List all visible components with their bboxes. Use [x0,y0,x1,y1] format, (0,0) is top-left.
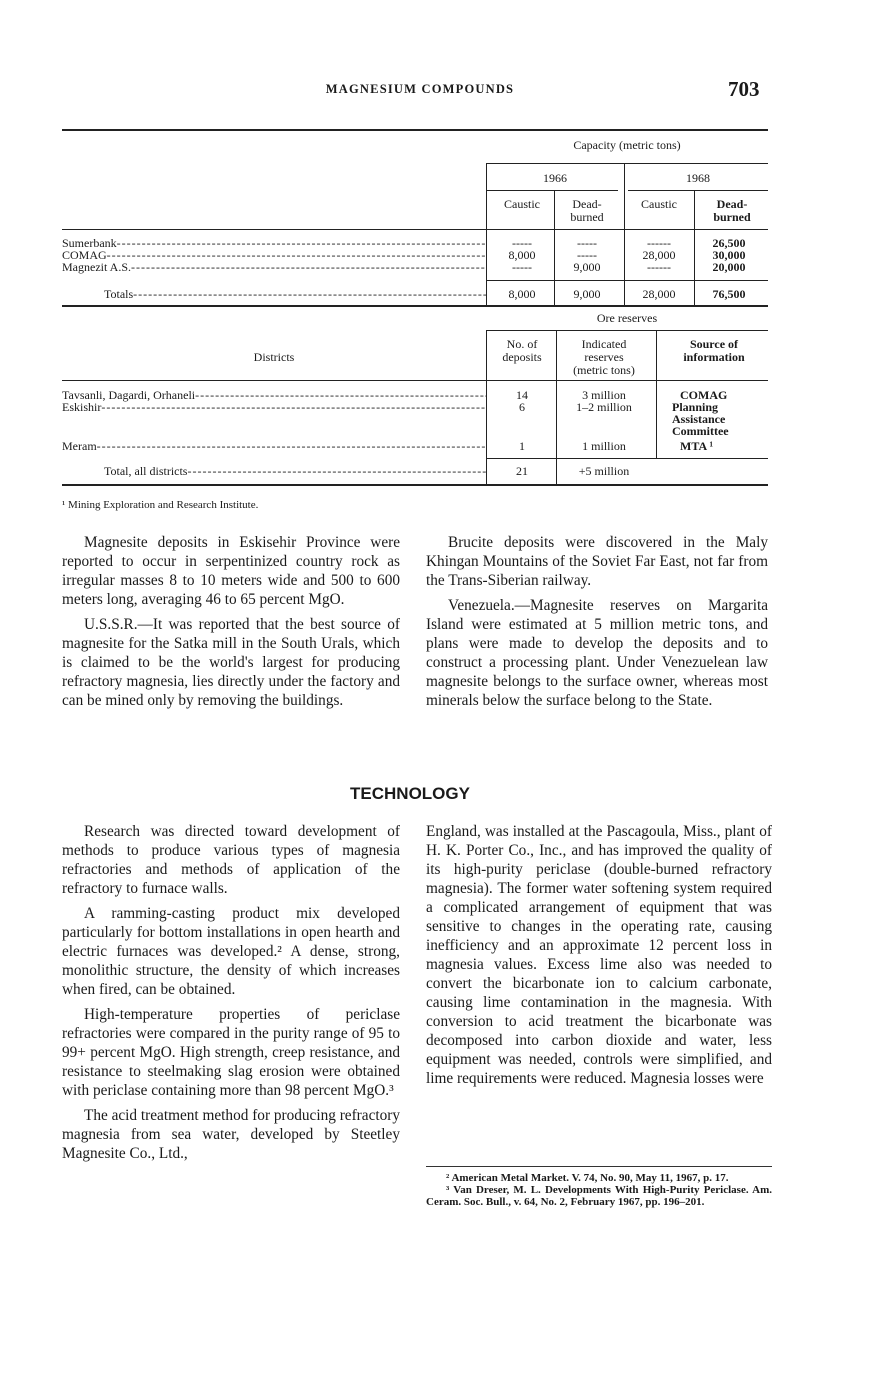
paragraph: England, was installed at the Pascagoula, Miss., plant of H. K. Porter Co., Inc., and has improved the quality of its high-purity periclase (double-burned refractory magnesia). The former water softening system required a complicated arrangement of equipment that was sensitive to changes in the operating rate, causing inefficiency and an approximate 12 percent loss in magnesia values. Excess lime also was needed to convert the bicarbonate ion to calcium carbonate, causing lime contamination in the magnesia. With conversion to acid treatment the bicarbonate was decomposed into carbon dioxide and water, less equipment was needed, controls were simplified, and lime requirements were reduced. Magnesia losses were [426,823,772,1087]
footnote: ² American Metal Market. V. 74, No. 90, May 11, 1967, p. 17. [446,1172,729,1184]
col-caustic-1966: Caustic [504,197,540,211]
cell: 28,000 [642,248,676,262]
cell: ----- [577,236,597,250]
capacity-group-header: Capacity (metric tons) [573,138,681,152]
cell: ------ [647,260,671,274]
col-source: Source of information [683,337,745,364]
cell: 3 million [582,388,626,402]
rule [62,305,768,307]
row-label: Totals - - - [104,288,486,301]
rule [62,229,768,230]
cell: 8,000 [508,287,536,301]
col-deposits: No. of deposits [502,337,542,364]
cell: 6 [519,400,525,414]
cell: 9,000 [573,260,601,274]
paragraph: Research was directed toward development of methods to produce various types of magnesia refractories and methods of application of the refractory to furnace walls. [62,823,400,897]
paragraph: Magnesite deposits in Eskisehir Province were reported to occur in serpentinized country rock as irregular masses 8 to 10 meters wide and 500 to 600 meters long, averaging 46 to 65 percent MgO. [62,534,400,608]
table-top-rule [62,129,768,131]
vline [624,163,625,306]
cell: ----- [577,248,597,262]
rule [486,330,768,331]
vline [554,190,555,306]
cell: 21 [516,464,528,478]
cell: 76,500 [712,287,746,301]
rule [486,190,618,191]
paragraph: Venezuela.—Magnesite reserves on Margarita Island were estimated at 5 million metric tons, and plans were made to develop the deposits and to construct a processing plant. Under Venezuelean law magnesite belongs to the surface owner, whereas most minerals below the surface belong to the State. [426,597,768,709]
paragraph: The acid treatment method for producing refractory magnesia from sea water, developed by Steetley Magnesite Co., Ltd., [62,1107,400,1162]
reserves-group-header: Ore reserves [596,311,658,325]
cell: 26,500 [712,236,746,250]
cell: 28,000 [642,287,676,301]
row-label: Meram - - - [62,440,486,453]
left-column [62,533,400,710]
running-header: MAGNESIUM COMPOUNDS [325,82,515,96]
rule [628,190,768,191]
row-label: COMAG - - - [62,249,486,262]
rule [62,484,768,486]
row-label: Sumerbank - - - [62,237,486,250]
right-column [426,533,768,710]
year-1966-header: 1966 [543,171,567,185]
row-label: Eskishir - - - [62,401,486,414]
cell: +5 million [578,464,630,478]
cell: 9,000 [573,287,601,301]
vline [486,163,487,306]
tech-left-column [62,822,400,1163]
footnotes [426,1172,772,1208]
col-caustic-1968: Caustic [641,197,677,211]
cell: 14 [516,388,528,402]
cell: 20,000 [712,260,746,274]
cell: Planning Assistance Committee [672,400,729,438]
cell: 30,000 [712,248,746,262]
year-1968-header: 1968 [686,171,710,185]
cell: ------ [647,236,671,250]
vline [656,330,657,458]
table-footnote: ¹ Mining Exploration and Research Institute. [62,499,259,511]
cell: ----- [512,260,532,274]
col-deadburned-1968: Dead- burned [713,197,751,224]
row-label: Magnezit A.S. - - - [62,261,486,274]
page-number: 703 [728,77,760,101]
paragraph: U.S.S.R.—It was reported that the best source of magnesite for the Satka mill in the South Urals, which is claimed to be the world's largest for producing refractory magnesia, lies directly under the factory and can be mined only by removing the buildings. [62,616,400,709]
paragraph: Brucite deposits were discovered in the Maly Khingan Mountains of the Soviet Far East, not far from the Trans-Siberian railway. [426,534,768,589]
cell: COMAG [680,388,728,402]
cell: MTA ¹ [680,439,714,453]
cell: 1–2 million [576,400,632,414]
paragraph: High-temperature properties of periclase refractories were compared in the purity range of 95 to 99+ percent MgO. High strength, creep resistance, and resistance to steelmaking slag erosion were obtained with periclase containing more than 98 percent MgO.³ [62,1006,400,1099]
cell: ----- [512,236,532,250]
rule [486,280,768,281]
section-heading: TECHNOLOGY [350,784,470,803]
cell: 8,000 [508,248,536,262]
rule [486,458,768,459]
tech-right-column [426,822,772,1088]
footnote: ³ Van Dreser, M. L. Developments With High-Purity Periclase. Am. Ceram. Soc. Bull., v. 64, No. 2, February 1967, pp. 196–201. [426,1184,772,1208]
rule [62,380,768,381]
col-districts: Districts [253,350,295,364]
row-label: Total, all districts - - - [104,465,486,478]
cell: 1 [519,439,525,453]
col-deadburned-1966: Dead- burned [570,197,604,224]
vline [694,190,695,306]
row-label: Tavsanli, Dagardi, Orhaneli - - - [62,389,486,402]
footnote-rule [426,1166,772,1167]
vline [486,330,487,485]
rule [486,163,768,164]
paragraph: A ramming-casting product mix developed particularly for bottom installations in open hearth and electric furnaces was developed.² A dense, strong, monolithic structure, the density of which increases when fired, can be obtained. [62,905,400,998]
col-indicated-reserves: Indicated reserves (metric tons) [573,337,635,377]
cell: 1 million [582,439,626,453]
